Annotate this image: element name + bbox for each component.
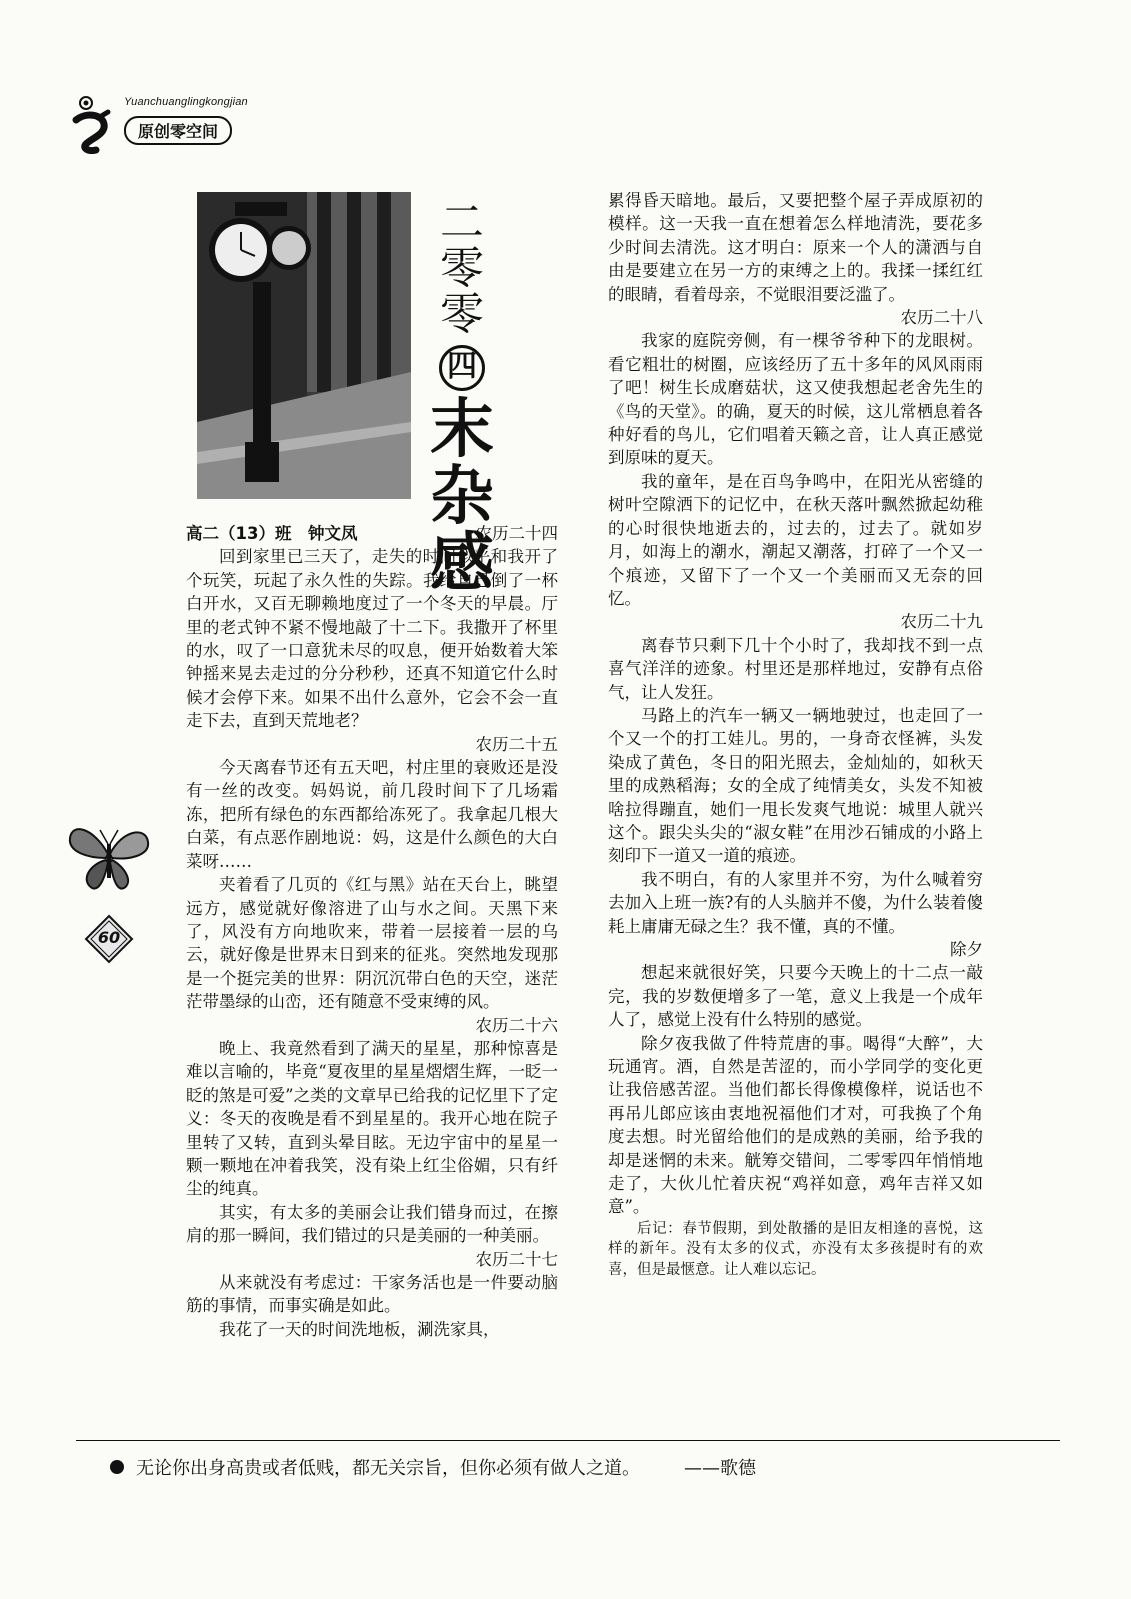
title-char: 二 xyxy=(440,197,484,248)
quote-text: 无论你出身高贵或者低贱，都无关宗旨，但你必须有做人之道。 xyxy=(136,1458,640,1479)
paragraph: 回到家里已三天了，走失的时间似乎和我开了个玩笑，玩起了永久性的失踪。我给自己倒了一杯白开水，又百无聊赖地度过了一个冬天的早晨。厅里的老式钟不紧不慢地敲了十二下。我撒开了杯里的水，叹了一口意犹未尽的叹息，便开始数着大笨钟摇来晃去走过的分分秒秒，还真不知道它什么时候才会停下来。如果不出什么意外，它会不会一直走下去，直到天荒地老？ xyxy=(186,547,558,731)
header-pinyin: Yuanchuanglingkongjian xyxy=(124,96,248,108)
paragraph: 除夕夜我做了件特荒唐的事。喝得“大醉”，大玩通宵。酒，自然是苦涩的，而小学同学的变化更让我倍感苦涩。当他们都长得像模像样，说话也不再吊儿郎应该由衷地祝福他们才对，可我换了个角度去想。时光留给他们的是成熟的美丽，给予我的却是迷惘的未来。觥筹交错间，二零零四年悄悄地走了，大伙儿忙着庆祝“鸡祥如意，鸡年吉祥又如意”。 xyxy=(608,1033,983,1217)
magazine-logo-icon xyxy=(72,94,116,154)
footer-rule xyxy=(76,1440,1060,1441)
paragraph: 我的童年，是在百鸟争鸣中，在阳光从密缝的树叶空隙洒下的记忆中，在秋天落叶飘然掀起幼稚的心时很快地逝去的，过去的，过去了。就如岁月，如海上的潮水，潮起又潮落，打碎了一个又一个痕迹，又留下了一个又一个美丽而又无奈的回忆。 xyxy=(608,471,983,608)
title-char: 感 xyxy=(430,526,494,601)
paragraph: 其实，有太多的美丽会让我们错身而过，在擦肩的那一瞬间，我们错过的只是美丽的一种美丽。 xyxy=(186,1202,558,1246)
title-char: 零 xyxy=(440,289,484,341)
author-name: 高二（13）班 钟文凤 xyxy=(186,524,358,543)
paragraph: 马路上的汽车一辆又一辆地驶过，也走回了一个又一个的打工娃儿。男的，一身奇衣怪裤，头发染成了黄色，冬日的阳光照去，金灿灿的，如秋天里的成熟稻海；女的全成了纯情美女，头发不知被啥拉得蹦直，她们一甩长发爽气地说：城里人就兴这个。跟尖头尖的“淑女鞋”在用沙石铺成的小路上刻印下一道又一道的痕迹。 xyxy=(608,705,983,866)
paragraph: 我花了一天的时间洗地板，涮洗家具， xyxy=(219,1319,500,1339)
paragraph: 离春节只剩下几十个小时了，我却找不到一点喜气洋洋的迹象。村里还是那样地过，安静有点俗气，让人发狂。 xyxy=(608,635,983,702)
quote-author: ——歌德 xyxy=(684,1458,756,1479)
entry-date: 农历二十七 xyxy=(475,1249,558,1269)
paragraph: 今天离春节还有五天吧，村庄里的衰败还是没有一丝的改变。妈妈说，前几段时间下了几场霜冻，把所有绿色的东西都给冻死了。我拿起几根大白菜，有点恶作剧地说：妈，这是什么颜色的大白菜呀…… xyxy=(186,758,558,871)
title-char: 杂 xyxy=(430,459,494,534)
paragraph: 我不明白，有的人家里并不穷，为什么喊着穷去加入上班一族?有的人头脑并不傻，为什么装着傻耗上庸庸无碌之生？我不懂，真的不懂。 xyxy=(608,869,983,936)
paragraph: 晚上、我竟然看到了满天的星星，那种惊喜是难以言喻的，毕竟“夏夜里的星星熠熠生辉，一眨一眨的煞是可爱”之类的文章早已给我的记忆里下了定义：冬天的夜晚是看不到星星的。我开心地在院子里转了又转，直到头晕目眩。无边宇宙中的星星一颗一颗地在冲着我笑，没有染上红尘俗媚，只有纤尘的纯真。 xyxy=(186,1038,558,1199)
paragraph-continued: 累得昏天暗地。最后，又要把整个屋子弄成原初的模样。这一天我一直在想着怎么样地清洗，要花多少时间去清洗。这才明白：原来一个人的潇洒与自由是要建立在另一方的束缚之上的。我揉一揉红红的眼睛，看着母亲，不觉眼泪要泛滥了。 xyxy=(608,191,983,304)
paragraph: 夹着看了几页的《红与黑》站在天台上，眺望远方，感觉就好像溶进了山与水之间。天黑下来了，风没有方向地吹来，带着一层接着一层的乌云，就好像是世界末日到来的征兆。突然地发现那是一个挺完美的世界：阴沉沉带白色的天空，迷茫茫带墨绿的山峦，还有随意不受束缚的风。 xyxy=(186,875,558,1012)
postscript: 后记：春节假期，到处散播的是旧友相逢的喜悦，这样的新年。没有太多的仪式，亦没有太多孩提时有的欢喜，但是最惬意。让人难以忘记。 xyxy=(608,1220,983,1278)
clock-photo xyxy=(197,192,411,499)
street-clock-illustration xyxy=(197,192,411,499)
article-column-left xyxy=(186,522,558,1341)
article-column-right xyxy=(608,189,983,1280)
bullet-icon xyxy=(110,1460,124,1474)
entry-date: 除夕 xyxy=(950,940,983,959)
paragraph: 想起来就很好笑，只要今天晚上的十二点一敲完，我的岁数便增多了一笔，意义上我是一个成年人了，感觉上没有什么特别的感觉。 xyxy=(608,963,983,1030)
title-char: 末 xyxy=(430,392,494,467)
entry-date: 农历二十八 xyxy=(900,308,983,328)
entry-date: 农历二十九 xyxy=(900,612,983,632)
paragraph: 从来就没有考虑过：干家务活也是一件要动脑筋的事情，而事实确是如此。 xyxy=(186,1273,558,1316)
section-title: 原创零空间 xyxy=(124,116,232,145)
butterfly-icon xyxy=(64,808,154,898)
byline xyxy=(186,522,558,545)
page-number-text: 60 xyxy=(97,928,121,947)
entry-date: 农历二十六 xyxy=(475,1015,558,1035)
magazine-header xyxy=(72,92,372,162)
page-number xyxy=(84,914,134,964)
paragraph: 我家的庭院旁侧，有一棵爷爷种下的龙眼树。看它粗壮的树圈，应该经历了五十多年的风风雨雨了吧！树生长成磨菇状，这又使我想起老舍先生的《鸟的天堂》。的确，夏天的时候，这儿常栖息着各种好看的鸟儿，它们唱着天籁之音，让人真正感觉到原味的夏天。 xyxy=(608,331,983,468)
title-char: 零 xyxy=(440,243,484,295)
entry-date: 农历二十五 xyxy=(475,734,558,754)
title-char: 四 xyxy=(439,345,485,391)
footer-quote xyxy=(110,1454,1010,1480)
entry-date: 农历二十四 xyxy=(475,524,558,543)
